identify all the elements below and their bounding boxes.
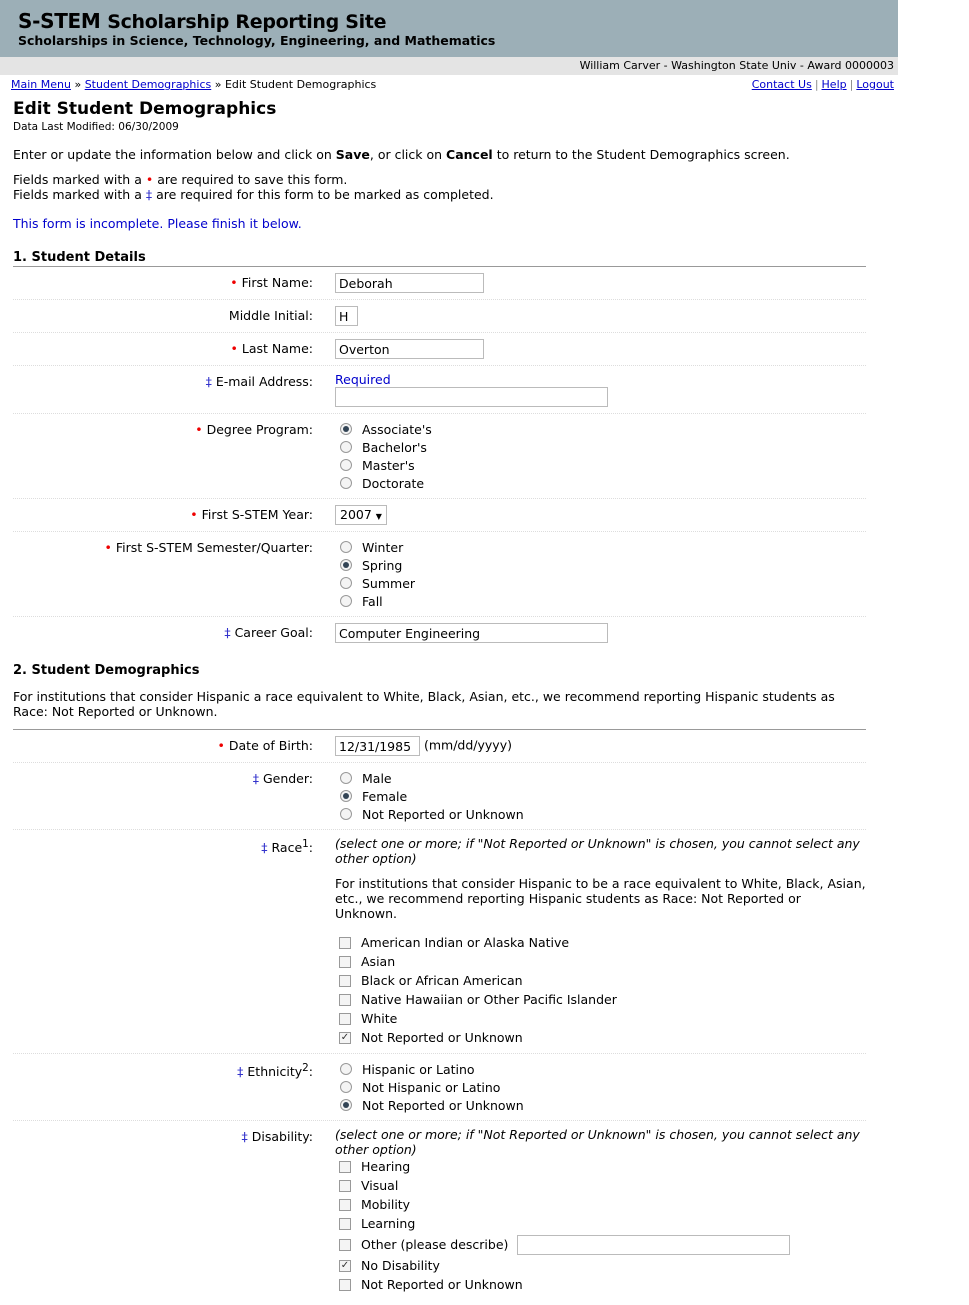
site-subtitle: Scholarships in Science, Technology, Engineering, and Mathematics bbox=[18, 33, 496, 48]
dis-option[interactable] bbox=[335, 1275, 866, 1294]
race-option[interactable] bbox=[335, 971, 866, 990]
demographics-intro: For institutions that consider Hispanic a race equivalent to White, Black, Asian, etc., we recommend reporting Hispanic students as Race: Not Reported or Unknown. bbox=[13, 689, 866, 730]
degree-option[interactable] bbox=[335, 438, 866, 456]
dis-option[interactable] bbox=[335, 1233, 866, 1256]
option-label: Visual bbox=[361, 1178, 399, 1193]
checkbox[interactable] bbox=[339, 1199, 351, 1211]
dis-option[interactable] bbox=[335, 1157, 866, 1176]
checkbox[interactable] bbox=[339, 1279, 351, 1291]
option-label: Winter bbox=[362, 539, 404, 555]
checkbox[interactable]: ✓ bbox=[340, 1031, 350, 1043]
radio-button[interactable] bbox=[340, 772, 352, 784]
site-title: S-STEM Scholarship Reporting Site bbox=[18, 9, 387, 33]
option-label: Master's bbox=[362, 457, 415, 473]
intro-text: Enter or update the information below and click on Save, or click on Cancel to return to the Student Demographics screen. bbox=[13, 147, 790, 162]
first-name-input[interactable] bbox=[335, 273, 484, 293]
option-label: Male bbox=[362, 770, 392, 786]
race-label: Race$^1$: bbox=[271, 838, 313, 856]
site-header bbox=[0, 0, 898, 57]
disability-label: Disability: bbox=[251, 1129, 313, 1144]
breadcrumb-sep: » bbox=[214, 78, 222, 91]
first-name-label: First Name: bbox=[241, 275, 313, 290]
career-label: Career Goal: bbox=[234, 625, 313, 640]
race-note: (select one or more; if "Not Reported or Unknown" is chosen, you cannot select any other option) bbox=[335, 836, 860, 866]
degree-label: Degree Program: bbox=[206, 422, 313, 437]
option-label: Summer bbox=[362, 575, 416, 591]
radio-button[interactable] bbox=[340, 541, 352, 553]
dis-option[interactable] bbox=[335, 1176, 866, 1195]
radio-button[interactable] bbox=[340, 790, 352, 802]
section-student-details: 1. Student Details bbox=[13, 250, 866, 267]
option-label: No Disability bbox=[361, 1258, 440, 1273]
user-info: William Carver - Washington State Univ - Award 0000003 bbox=[0, 57, 898, 75]
gender-option[interactable] bbox=[335, 805, 866, 823]
option-label: Hearing bbox=[361, 1159, 411, 1174]
race-info: For institutions that consider Hispanic to be a race equivalent to White, Black, Asian, etc., we recommend reporting Hispanic students as Race: Not Reported or Unknown. bbox=[335, 876, 866, 921]
sem-option[interactable] bbox=[335, 574, 866, 592]
option-label: Not Reported or Unknown bbox=[361, 1277, 523, 1292]
breadcrumb-main-menu[interactable]: Main Menu bbox=[11, 78, 71, 91]
email-required-msg: Required bbox=[335, 372, 391, 387]
race-option[interactable] bbox=[335, 1028, 866, 1047]
eth-option[interactable] bbox=[335, 1060, 866, 1078]
degree-option[interactable] bbox=[335, 474, 866, 492]
radio-button[interactable] bbox=[340, 459, 352, 471]
radio-button[interactable] bbox=[340, 595, 352, 607]
option-label: Associate's bbox=[362, 421, 432, 437]
option-label: Hispanic or Latino bbox=[362, 1061, 475, 1077]
gender-label: Gender: bbox=[262, 771, 313, 786]
checkbox[interactable] bbox=[339, 1239, 351, 1251]
checkbox[interactable] bbox=[339, 1218, 351, 1230]
dis-option[interactable] bbox=[335, 1195, 866, 1214]
checkbox[interactable]: ✓ bbox=[340, 1259, 350, 1271]
gender-option[interactable] bbox=[335, 787, 866, 805]
option-label: Bachelor's bbox=[362, 439, 427, 455]
race-option[interactable] bbox=[335, 952, 866, 971]
sem-option[interactable] bbox=[335, 538, 866, 556]
logout-link[interactable]: Logout bbox=[856, 78, 894, 91]
eth-option[interactable] bbox=[335, 1096, 866, 1114]
option-label: Native Hawaiian or Other Pacific Islander bbox=[361, 992, 617, 1007]
option-label: Fall bbox=[362, 593, 383, 609]
radio-button[interactable] bbox=[340, 477, 352, 489]
radio-button[interactable] bbox=[340, 1081, 352, 1093]
breadcrumb: Main Menu » Student Demographics » Edit Student Demographics Contact Us | Help | Logout bbox=[11, 78, 894, 91]
breadcrumb-student-demographics[interactable]: Student Demographics bbox=[84, 78, 212, 91]
middle-initial-input[interactable] bbox=[335, 306, 358, 326]
completion-legend: Fields marked with a ‡ are required for this form to be marked as completed. bbox=[13, 187, 494, 202]
dob-input[interactable] bbox=[335, 736, 420, 756]
breadcrumb-current: Edit Student Demographics bbox=[224, 78, 377, 91]
race-option[interactable] bbox=[335, 990, 866, 1009]
option-label: Learning bbox=[361, 1216, 416, 1231]
sem-option[interactable] bbox=[335, 592, 866, 610]
checkbox[interactable] bbox=[339, 1161, 351, 1173]
last-modified: Data Last Modified: 06/30/2009 bbox=[13, 121, 179, 133]
dis-option[interactable] bbox=[335, 1214, 866, 1233]
disability-note: (select one or more; if "Not Reported or Unknown" is chosen, you cannot select any other option) bbox=[335, 1127, 860, 1157]
eth-option[interactable] bbox=[335, 1078, 866, 1096]
option-label: White bbox=[361, 1011, 398, 1026]
radio-button[interactable] bbox=[340, 559, 352, 571]
year-select[interactable]: 2007 ▼ bbox=[335, 505, 387, 525]
option-label: Not Reported or Unknown bbox=[362, 1097, 524, 1113]
year-label: First S-STEM Year: bbox=[201, 507, 313, 522]
checkbox[interactable] bbox=[339, 937, 351, 949]
degree-option[interactable] bbox=[335, 456, 866, 474]
sem-option[interactable] bbox=[335, 556, 866, 574]
career-goal-input[interactable] bbox=[335, 623, 608, 643]
dob-label: Date of Birth: bbox=[228, 738, 313, 753]
race-option[interactable] bbox=[335, 933, 866, 952]
dis-option[interactable] bbox=[335, 1256, 866, 1275]
checkbox[interactable] bbox=[339, 956, 351, 968]
option-label: Female bbox=[362, 788, 408, 804]
help-link[interactable]: Help bbox=[821, 78, 847, 91]
section-demographics: 2. Student Demographics bbox=[13, 663, 200, 678]
checkbox[interactable] bbox=[339, 994, 351, 1006]
gender-option[interactable] bbox=[335, 769, 866, 787]
option-label: Black or African American bbox=[361, 973, 523, 988]
semester-label: First S-STEM Semester/Quarter: bbox=[115, 540, 313, 555]
email-input[interactable] bbox=[335, 387, 608, 407]
required-legend: Fields marked with a • are required to save this form. bbox=[13, 172, 348, 187]
last-name-label: Last Name: bbox=[241, 341, 313, 356]
other-disability-input[interactable] bbox=[517, 1235, 790, 1255]
last-name-input[interactable] bbox=[335, 339, 484, 359]
email-label: E-mail Address: bbox=[215, 374, 313, 389]
option-label: Not Hispanic or Latino bbox=[362, 1079, 501, 1095]
option-label: Asian bbox=[361, 954, 396, 969]
option-label: Not Reported or Unknown bbox=[362, 806, 524, 822]
option-label: Doctorate bbox=[362, 475, 425, 491]
option-label: Not Reported or Unknown bbox=[361, 1030, 523, 1045]
radio-button[interactable] bbox=[340, 423, 352, 435]
dob-format: (mm/dd/yyyy) bbox=[423, 737, 512, 753]
option-label: Other (please describe) bbox=[361, 1237, 509, 1252]
breadcrumb-sep: » bbox=[74, 78, 82, 91]
ethnicity-label: Ethnicity$^2$: bbox=[247, 1062, 313, 1080]
radio-button[interactable] bbox=[340, 1063, 352, 1075]
contact-us-link[interactable]: Contact Us bbox=[751, 78, 812, 91]
page-title: Edit Student Demographics bbox=[13, 99, 277, 119]
radio-button[interactable] bbox=[340, 441, 352, 453]
checkbox[interactable] bbox=[339, 1180, 351, 1192]
radio-button[interactable] bbox=[340, 808, 352, 820]
option-label: American Indian or Alaska Native bbox=[361, 935, 570, 950]
degree-option[interactable] bbox=[335, 420, 866, 438]
middle-initial-label: Middle Initial: bbox=[228, 308, 313, 323]
incomplete-message: This form is incomplete. Please finish it below. bbox=[13, 216, 302, 231]
checkbox[interactable] bbox=[339, 975, 351, 987]
radio-button[interactable] bbox=[340, 577, 352, 589]
option-label: Mobility bbox=[361, 1197, 411, 1212]
radio-button[interactable] bbox=[340, 1099, 352, 1111]
checkbox[interactable] bbox=[339, 1013, 351, 1025]
race-option[interactable] bbox=[335, 1009, 866, 1028]
option-label: Spring bbox=[362, 557, 403, 573]
